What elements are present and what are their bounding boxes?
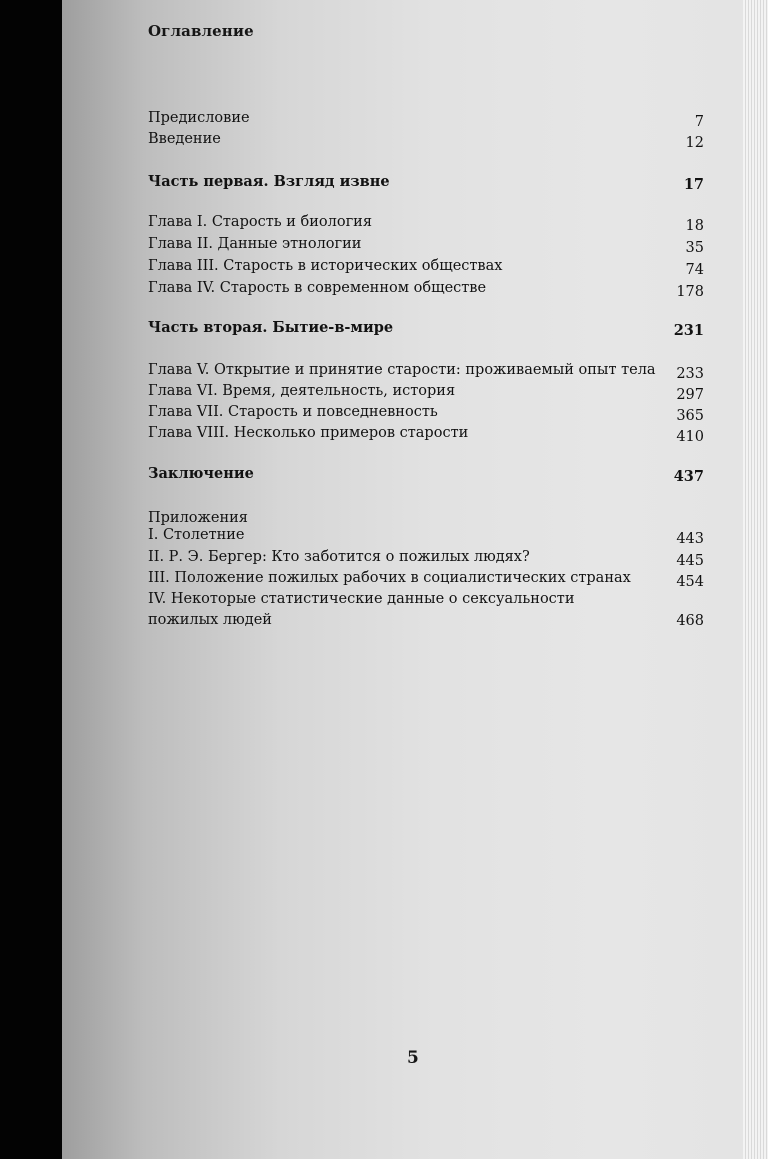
toc-entry-page: 468 — [676, 613, 704, 629]
toc-entry-page: 12 — [685, 135, 704, 151]
toc-entry-title-continued: пожилых людей — [148, 612, 272, 628]
toc-entry-title: Глава V. Открытие и принятие старости: проживаемый опыт тела — [148, 362, 656, 378]
toc-entry-page: 233 — [676, 366, 704, 382]
toc-entry-page: 437 — [673, 468, 704, 485]
toc-entry-page: 18 — [685, 218, 704, 234]
toc-entry-title: Глава VI. Время, деятельность, история — [148, 383, 456, 399]
toc-entry-title: Глава III. Старость в исторических обществах — [148, 258, 503, 274]
toc-entry-title: Глава I. Старость и биология — [148, 214, 372, 230]
toc-entry-title: II. Р. Э. Бергер: Кто заботится о пожилых людях? — [148, 549, 530, 565]
page-number: 5 — [407, 1048, 419, 1068]
toc-entry-page: 17 — [683, 176, 704, 193]
toc-entry-title: Предисловие — [148, 110, 250, 126]
toc-entry-title: III. Положение пожилых рабочих в социалистических странах — [148, 570, 631, 586]
toc-entry-title: Часть вторая. Бытие-в-мире — [148, 319, 394, 336]
toc-entry-title: Часть первая. Взгляд извне — [148, 173, 390, 190]
toc-entry-page: 7 — [694, 114, 704, 130]
toc-entry-page: 454 — [676, 574, 704, 590]
book-spine — [0, 0, 62, 1159]
toc-entry-title: I. Столетние — [148, 527, 245, 543]
toc-entry-page: 178 — [676, 284, 704, 300]
toc-entry-title: Глава IV. Старость в современном обществе — [148, 280, 487, 296]
toc-entry-page: 445 — [676, 553, 704, 569]
toc-entry-title: Глава VII. Старость и повседневность — [148, 404, 438, 420]
appendices-label: Приложения — [148, 510, 248, 526]
toc-entry-title: IV. Некоторые статистические данные о сексуальности — [148, 591, 575, 607]
toc-entry-title: Глава II. Данные этнологии — [148, 236, 362, 252]
toc-heading: Оглавление — [148, 22, 254, 40]
page-edges — [743, 0, 768, 1159]
toc-entry-page: 231 — [673, 322, 704, 339]
toc-entry-page: 410 — [676, 429, 704, 445]
toc-entry-page: 365 — [676, 408, 704, 424]
toc-entry-page: 297 — [676, 387, 704, 403]
toc-entry-page: 35 — [685, 240, 704, 256]
toc-entry-title: Введение — [148, 131, 221, 147]
toc-entry-title: Глава VIII. Несколько примеров старости — [148, 425, 469, 441]
toc-entry-page: 74 — [685, 262, 704, 278]
toc-entry-page: 443 — [676, 531, 704, 547]
toc-entry-title: Заключение — [148, 465, 254, 482]
